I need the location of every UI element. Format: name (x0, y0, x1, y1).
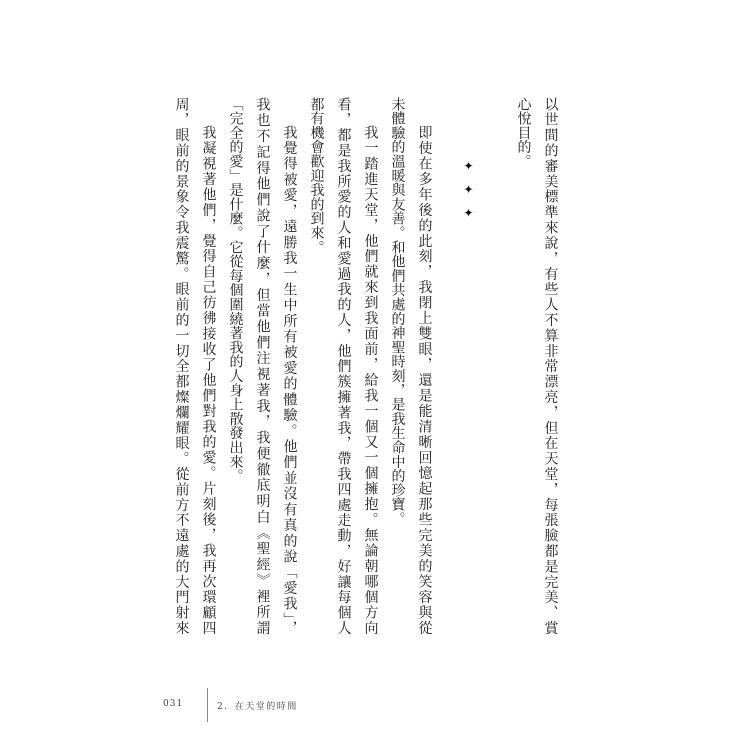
text-line: 「完全的愛」是什麼。它從每個圍繞著我的人身上散發出來。 (227, 97, 244, 484)
text-line: 都有機會歡迎我的到來。 (308, 97, 325, 255)
footer-divider (207, 688, 208, 722)
paragraph (222, 97, 303, 635)
paragraph (510, 97, 564, 635)
text-line: 我也不記得他們說了什麼，但當他們注視著我，我便徹底明白《聖經》裡所謂 (254, 97, 271, 635)
text-line: 看，都是我所愛的人和愛過我的人，他們簇擁著我，帶我四處走動，好讓每個人 (335, 97, 352, 635)
chapter-title: 2．在天堂的時間 (217, 702, 298, 712)
paragraph (168, 97, 222, 635)
page-number: 031 (163, 699, 184, 709)
text-line: 以世間的審美標準來說，有些人不算非常漂亮，但在天堂，每張臉都是完美、賞 (542, 97, 559, 635)
paragraph (384, 97, 438, 635)
text-line: 我覺得被愛，遠勝我一生中所有被愛的體驗。他們並沒有真的說「愛我」， (281, 125, 298, 635)
text-line: 心悅目的。 (515, 97, 532, 169)
body-text (168, 97, 564, 635)
section-break-ornament: ✦✦✦ (461, 159, 476, 230)
text-line: 即使在多年後的此刻，我閉上雙眼，還是能清晰回憶起那些完美的笑容與從 (416, 125, 433, 635)
paragraph (303, 97, 384, 635)
text-line: 周，眼前的景象令我震驚。眼前的一切全都燦爛耀眼。從前方不遠處的大門射來 (173, 97, 190, 635)
text-line: 我凝視著他們，覺得自己彷彿接收了他們對我的愛。片刻後，我再次環顧四 (200, 125, 217, 635)
text-line: 未體驗的溫暖與友善。和他們共處的神聖時刻，是我生命中的珍寶。 (389, 97, 406, 526)
text-line: 我一踏進天堂，他們就來到我面前，給我一個又一個擁抱。無論朝哪個方向 (362, 125, 379, 635)
